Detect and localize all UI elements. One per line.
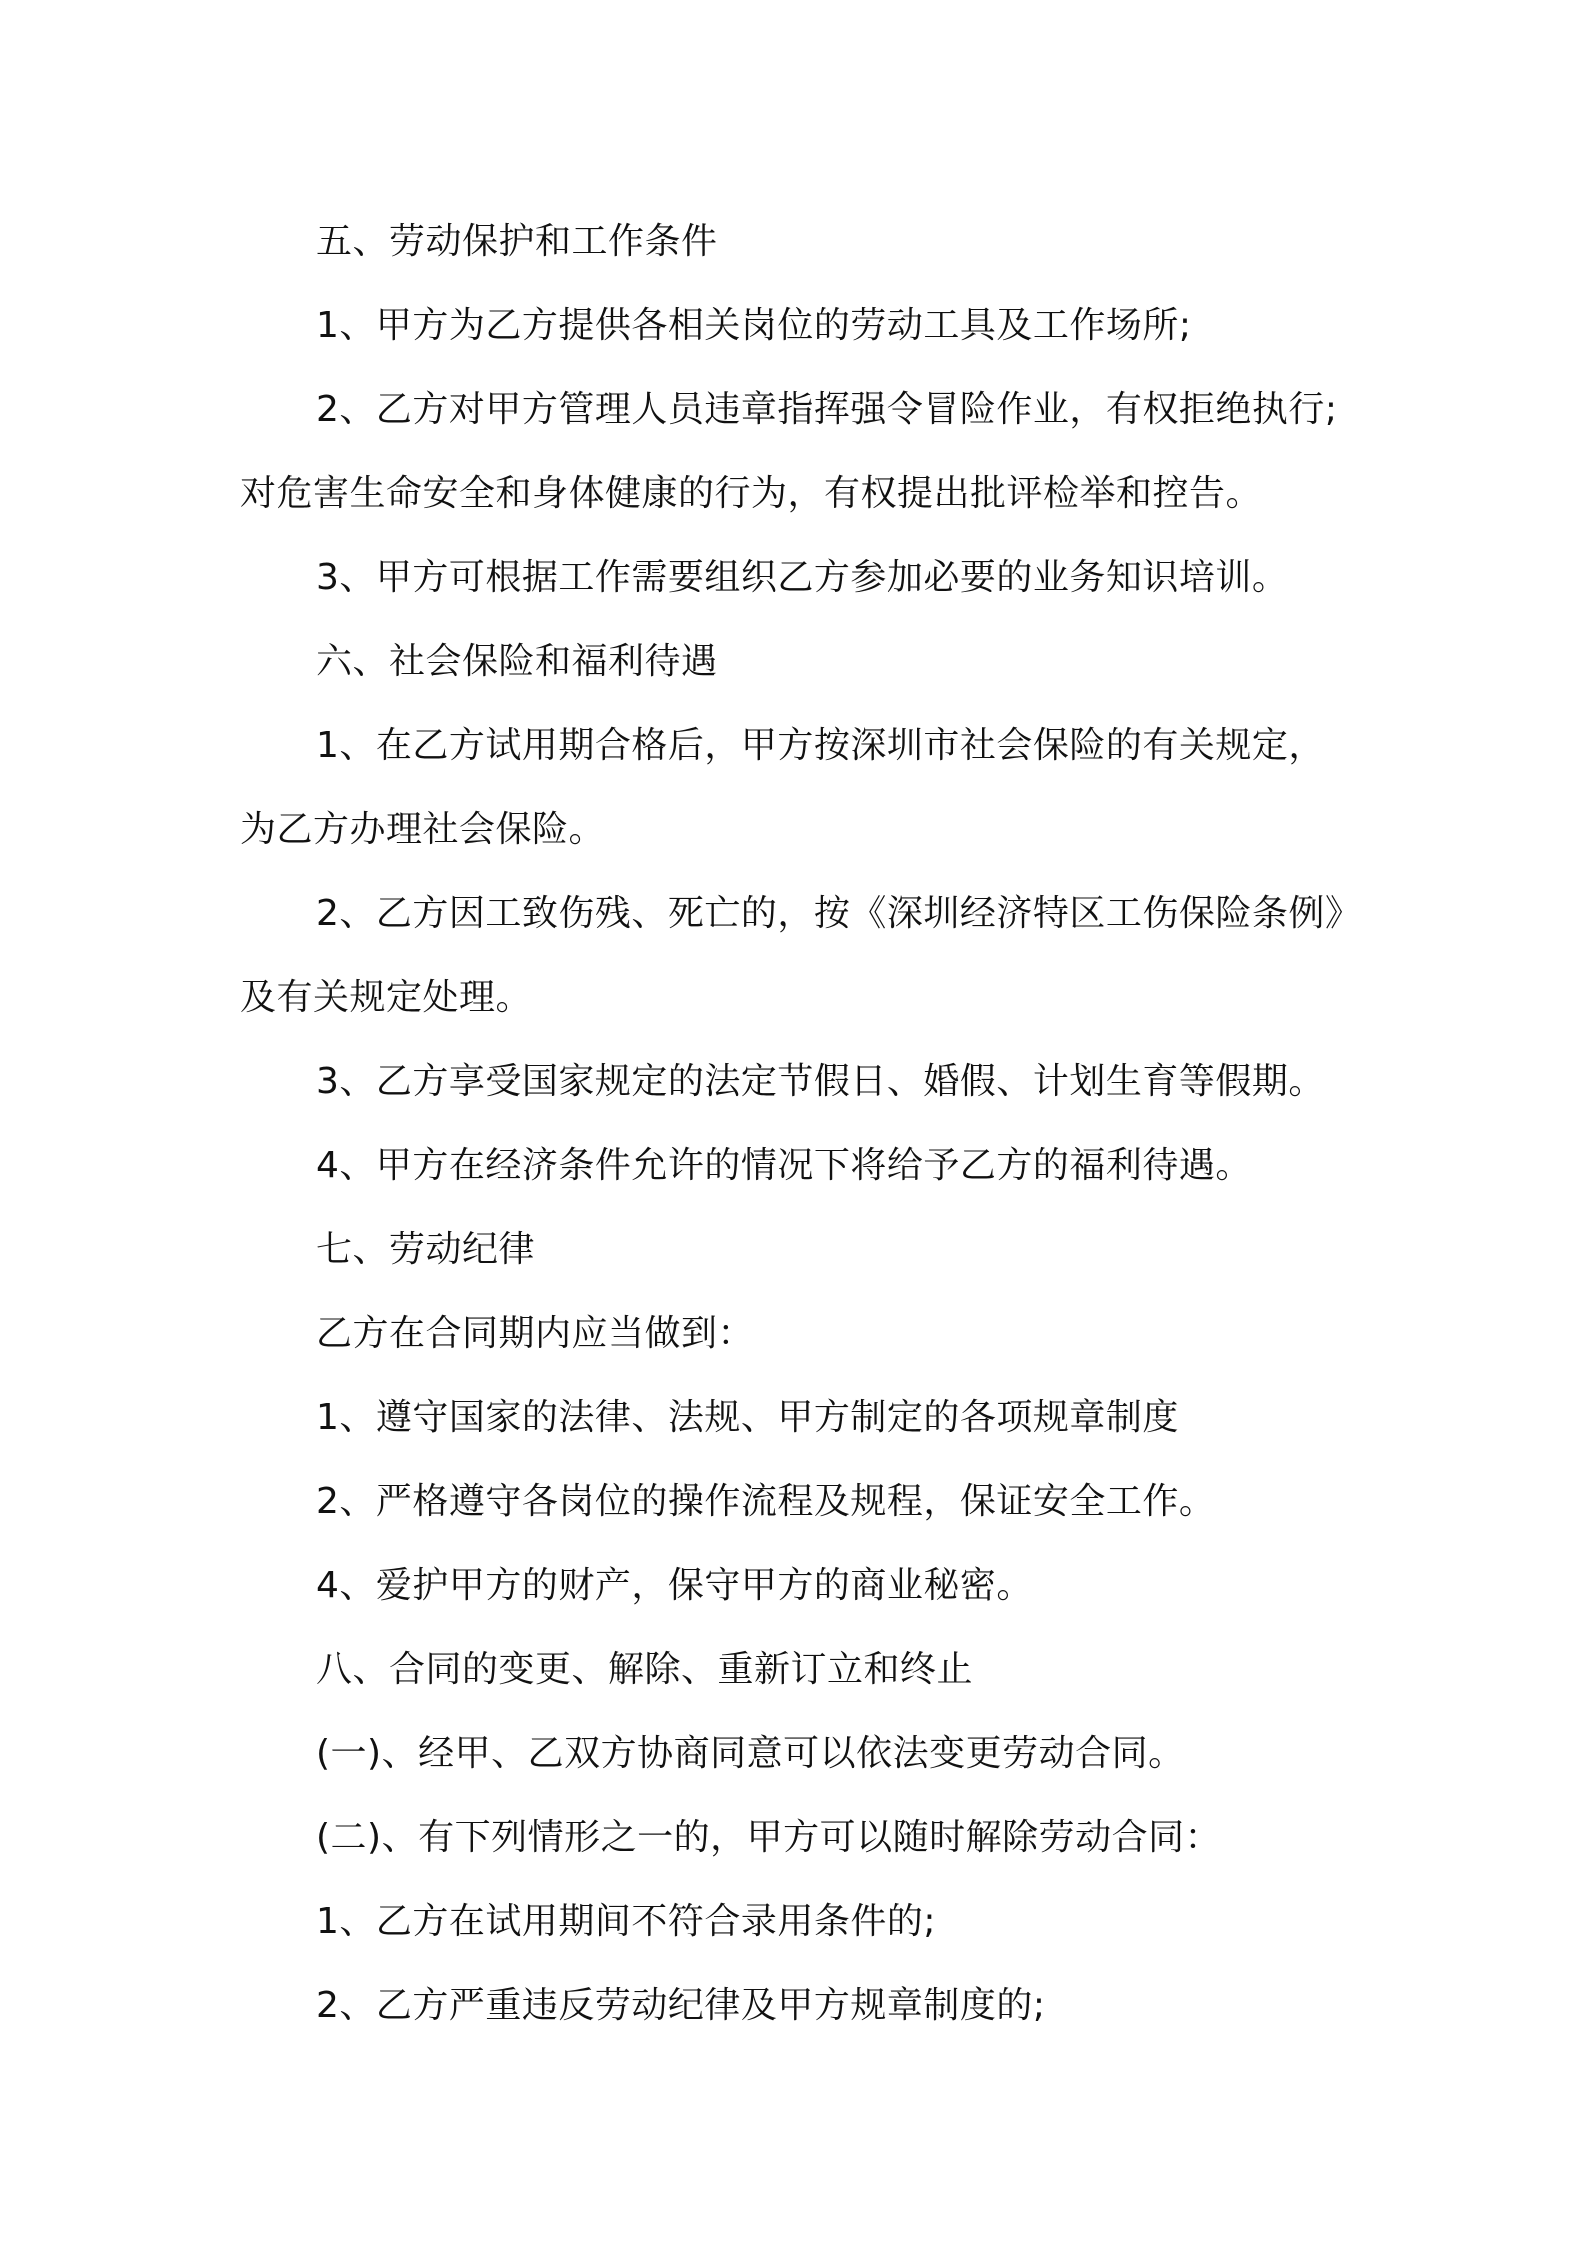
- document-body: [240, 200, 1360, 2048]
- section-heading-5: 五、劳动保护和工作条件: [316, 221, 718, 262]
- paragraph-line-continued: 及有关规定处理。: [240, 977, 533, 1018]
- paragraph-line: 3、甲方可根据工作需要组织乙方参加必要的业务知识培训。: [316, 557, 1289, 598]
- section-heading-7: 七、劳动纪律: [316, 1229, 536, 1270]
- paragraph-line: 2、乙方对甲方管理人员违章指挥强令冒险作业，有权拒绝执行;: [316, 389, 1338, 430]
- paragraph-line: 乙方在合同期内应当做到：: [316, 1313, 755, 1354]
- paragraph-line-continued: 对危害生命安全和身体健康的行为，有权提出批评检举和控告。: [240, 473, 1263, 514]
- paragraph-line: 3、乙方享受国家规定的法定节假日、婚假、计划生育等假期。: [316, 1061, 1325, 1102]
- paragraph-line-continued: 为乙方办理社会保险。: [240, 809, 606, 850]
- paragraph-line: (二)、有下列情形之一的，甲方可以随时解除劳动合同：: [316, 1817, 1222, 1858]
- paragraph-line: 1、遵守国家的法律、法规、甲方制定的各项规章制度: [316, 1397, 1179, 1438]
- section-heading-6: 六、社会保险和福利待遇: [316, 641, 718, 682]
- paragraph-line: 4、爱护甲方的财产，保守甲方的商业秘密。: [316, 1565, 1033, 1606]
- paragraph-line: 1、在乙方试用期合格后，甲方按深圳市社会保险的有关规定，: [316, 725, 1325, 766]
- paragraph-line: 1、乙方在试用期间不符合录用条件的;: [316, 1901, 937, 1942]
- paragraph-line: 2、乙方因工致伤残、死亡的，按《深圳经济特区工伤保险条例》: [316, 893, 1362, 934]
- paragraph-line: 2、乙方严重违反劳动纪律及甲方规章制度的;: [316, 1985, 1046, 2026]
- paragraph-line: 1、甲方为乙方提供各相关岗位的劳动工具及工作场所;: [316, 305, 1192, 346]
- paragraph-line: (一)、经甲、乙双方协商同意可以依法变更劳动合同。: [316, 1733, 1185, 1774]
- section-heading-8: 八、合同的变更、解除、重新订立和终止: [316, 1649, 974, 1690]
- paragraph-line: 2、严格遵守各岗位的操作流程及规程，保证安全工作。: [316, 1481, 1216, 1522]
- paragraph-line: 4、甲方在经济条件允许的情况下将给予乙方的福利待遇。: [316, 1145, 1252, 1186]
